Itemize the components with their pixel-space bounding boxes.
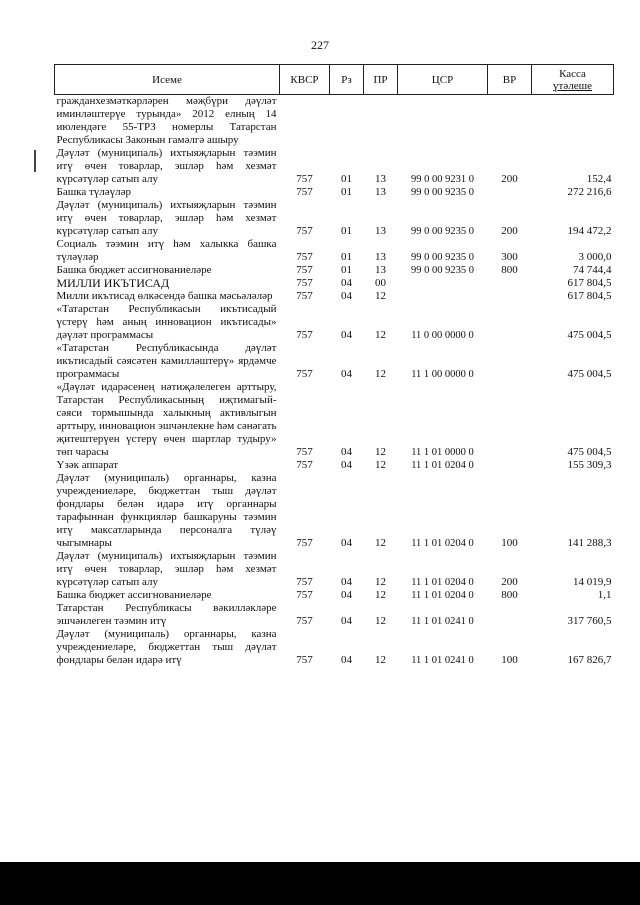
row-kvsr: 757	[296, 329, 313, 341]
row-csr: 11 1 01 0204 0	[411, 590, 474, 601]
row-kvsr	[280, 95, 330, 148]
row-kvsr: 757	[296, 368, 313, 380]
row-vr: 100	[501, 654, 518, 666]
row-kvsr: 757	[296, 251, 313, 263]
row-csr: 11 1 00 0000 0	[411, 369, 474, 380]
row-kvsr: 757	[296, 576, 313, 588]
row-pr	[364, 95, 398, 148]
table-row	[55, 186, 614, 199]
row-rz: 01	[341, 225, 352, 237]
row-name: Дәүләт (муниципаль) органнары, казна учреждениеләре, бюджеттан тыш дәүләт фондлары белән идарә итү	[56, 628, 277, 666]
row-rz: 01	[341, 264, 352, 276]
row-vr: 200	[501, 225, 518, 237]
row-kvsr: 757	[296, 186, 313, 198]
table-row	[55, 277, 614, 290]
table-row	[55, 290, 614, 303]
scan-artifact	[34, 150, 36, 172]
table-row	[55, 95, 614, 148]
row-vr: 800	[501, 264, 518, 276]
row-csr	[398, 277, 488, 290]
row-sum: 617 804,5	[567, 277, 612, 289]
row-sum: 194 472,2	[567, 225, 612, 237]
row-name: Социаль тәэмин итү һәм халыкка башка түләүләр	[56, 238, 277, 263]
row-vr	[488, 95, 532, 148]
row-name: Башка бюджет ассигнованиеләре	[56, 264, 212, 276]
row-csr: 99 0 00 9235 0	[411, 226, 474, 237]
header-name: Исеме	[55, 65, 280, 95]
row-rz: 04	[341, 615, 352, 627]
row-name: МИЛЛИ ИКЪТИСАД	[56, 276, 170, 290]
table-row	[55, 303, 614, 342]
row-vr	[488, 602, 532, 628]
row-rz: 04	[341, 459, 352, 471]
row-pr: 13	[375, 186, 386, 198]
row-rz: 04	[341, 368, 352, 380]
row-pr: 12	[375, 290, 386, 302]
header-sum-line2: үтәлеше	[553, 79, 592, 92]
table-row	[55, 381, 614, 459]
row-pr: 12	[375, 615, 386, 627]
row-csr: 99 0 00 9231 0	[411, 174, 474, 185]
header-kvsr: КВСР	[280, 65, 330, 95]
row-vr	[488, 303, 532, 342]
row-kvsr: 757	[296, 225, 313, 237]
row-sum: 317 760,5	[567, 615, 612, 627]
table-row	[55, 147, 614, 186]
row-vr: 800	[501, 589, 518, 601]
row-name: Башка түләүләр	[56, 186, 132, 198]
row-sum: 3 000,0	[578, 251, 612, 263]
row-sum: 167 826,7	[567, 654, 612, 666]
row-name: гражданхезмәткәрләрен мәҗбүри дәүләт иминләштерүе турында» 2012 елның 14 июлендәге 55-ТРЗ номерлы Татарстан Республикасы Законын гамәлгә ашыру	[56, 95, 277, 146]
row-pr: 12	[375, 576, 386, 588]
row-kvsr: 757	[296, 290, 313, 302]
row-csr: 99 0 00 9235 0	[411, 252, 474, 263]
row-vr	[488, 342, 532, 381]
row-rz: 04	[341, 329, 352, 341]
row-name: Башка бюджет ассигнованиеләре	[56, 589, 212, 601]
header-csr: ЦСР	[398, 65, 488, 95]
header-vr: ВР	[488, 65, 532, 95]
table-row	[55, 238, 614, 264]
row-csr	[398, 95, 488, 148]
row-vr	[488, 186, 532, 199]
row-pr: 13	[375, 264, 386, 276]
scan-bottom-border	[0, 862, 640, 905]
table-row	[55, 199, 614, 238]
row-sum: 141 288,3	[567, 537, 612, 549]
row-name: Дәүләт (муниципаль) органнары, казна учреждениеләре, бюджеттан тыш дәүләт фондлары белән идарә итү органнары тарафыннан функцияләр башкаруны тәэмин итү максатларында персоналга түләү чыгымнары	[56, 472, 277, 549]
row-name: Татарстан Республикасы вәкилләкләре эшчәнлеген тәэмин итү	[56, 602, 277, 627]
row-csr: 11 1 01 0204 0	[411, 577, 474, 588]
row-name: Милли икътисад өлкәсендә башка мәсьәләләр	[56, 290, 273, 302]
table-header	[55, 65, 614, 95]
row-vr	[488, 290, 532, 303]
table-row	[55, 602, 614, 628]
row-kvsr: 757	[296, 446, 313, 458]
row-kvsr: 757	[296, 537, 313, 549]
row-csr: 11 1 01 0204 0	[411, 460, 474, 471]
row-kvsr: 757	[296, 264, 313, 276]
row-sum: 14 019,9	[573, 576, 612, 588]
row-csr: 11 0 00 0000 0	[411, 330, 474, 341]
row-rz: 04	[341, 537, 352, 549]
header-rz: Рз	[330, 65, 364, 95]
row-pr: 12	[375, 459, 386, 471]
row-sum: 152,4	[586, 173, 612, 185]
header-pr: ПР	[364, 65, 398, 95]
row-vr	[488, 381, 532, 459]
table-row	[55, 589, 614, 602]
row-pr: 12	[375, 329, 386, 341]
header-sum	[532, 65, 614, 95]
row-rz: 04	[341, 290, 352, 302]
row-rz: 01	[341, 251, 352, 263]
row-rz	[330, 95, 364, 148]
row-pr: 13	[375, 251, 386, 263]
row-pr: 12	[375, 446, 386, 458]
row-csr: 11 1 01 0241 0	[411, 616, 474, 627]
row-pr: 00	[375, 277, 386, 289]
row-kvsr: 757	[296, 589, 313, 601]
row-csr: 11 1 01 0000 0	[411, 447, 474, 458]
row-name: Дәүләт (муниципаль) ихтыяҗларын тәэмин итү өчен товарлар, эшләр һәм хезмәт күрсәтүләр сатып алу	[56, 147, 277, 185]
row-pr: 13	[375, 173, 386, 185]
table-row	[55, 628, 614, 667]
row-csr	[398, 290, 488, 303]
table-row	[55, 342, 614, 381]
table-row	[55, 472, 614, 550]
row-rz: 04	[341, 277, 352, 289]
row-vr	[488, 459, 532, 472]
row-rz: 04	[341, 446, 352, 458]
row-sum: 475 004,5	[567, 368, 612, 380]
row-name: Дәүләт (муниципаль) ихтыяҗларын тәэмин итү өчен товарлар, эшләр һәм хезмәт күрсәтүләр сатып алу	[56, 550, 277, 588]
row-pr: 12	[375, 368, 386, 380]
row-kvsr: 757	[296, 277, 313, 289]
row-vr: 100	[501, 537, 518, 549]
row-pr: 13	[375, 225, 386, 237]
row-vr	[488, 277, 532, 290]
row-sum: 272 216,6	[567, 186, 612, 198]
row-sum: 74 744,4	[573, 264, 612, 276]
table-body	[55, 95, 614, 668]
row-sum: 475 004,5	[567, 446, 612, 458]
table-row	[55, 550, 614, 589]
row-name: «Татарстан Республикасын икътисадый үстерү һәм аның инновацион икътисады» дәүләт программасы	[56, 303, 277, 341]
table-row	[55, 459, 614, 472]
row-rz: 01	[341, 186, 352, 198]
row-kvsr: 757	[296, 459, 313, 471]
row-pr: 12	[375, 654, 386, 666]
row-vr: 200	[501, 576, 518, 588]
row-sum: 1,1	[597, 589, 612, 601]
row-name: Дәүләт (муниципаль) ихтыяҗларын тәэмин итү өчен товарлар, эшләр һәм хезмәт күрсәтүләр сатып алу	[56, 199, 277, 237]
row-rz: 04	[341, 589, 352, 601]
row-sum	[532, 95, 614, 148]
row-csr: 99 0 00 9235 0	[411, 187, 474, 198]
row-pr: 12	[375, 537, 386, 549]
row-pr: 12	[375, 589, 386, 601]
row-sum: 155 309,3	[567, 459, 612, 471]
row-kvsr: 757	[296, 615, 313, 627]
row-rz: 01	[341, 173, 352, 185]
page-number: 227	[311, 38, 329, 52]
row-csr: 99 0 00 9235 0	[411, 265, 474, 276]
row-kvsr: 757	[296, 654, 313, 666]
row-sum: 475 004,5	[567, 329, 612, 341]
row-csr: 11 1 01 0241 0	[411, 655, 474, 666]
row-vr: 200	[501, 173, 518, 185]
row-name: «Татарстан Республикасында дәүләт икътисадый сәясәтен камилләштерү» ярдәмче программасы	[56, 342, 277, 380]
header-sum-line1: Касса	[559, 67, 586, 80]
row-vr: 300	[501, 251, 518, 263]
row-csr: 11 1 01 0204 0	[411, 538, 474, 549]
row-name: Үзәк аппарат	[56, 459, 119, 471]
row-name: «Дәүләт идарәсенең нәтиҗәлелеген арттыру, Татарстан Республикасының иҗтимагый-сәяси тормышында халыкның активлыгын арттыру, инновацион эшчәнлекне һәм сәнәгать җитештерүен үстерү өчен шартлар тудыру» төп чарасы	[56, 381, 277, 458]
row-kvsr: 757	[296, 173, 313, 185]
row-rz: 04	[341, 576, 352, 588]
row-sum: 617 804,5	[567, 290, 612, 302]
row-rz: 04	[341, 654, 352, 666]
budget-table	[54, 64, 614, 667]
